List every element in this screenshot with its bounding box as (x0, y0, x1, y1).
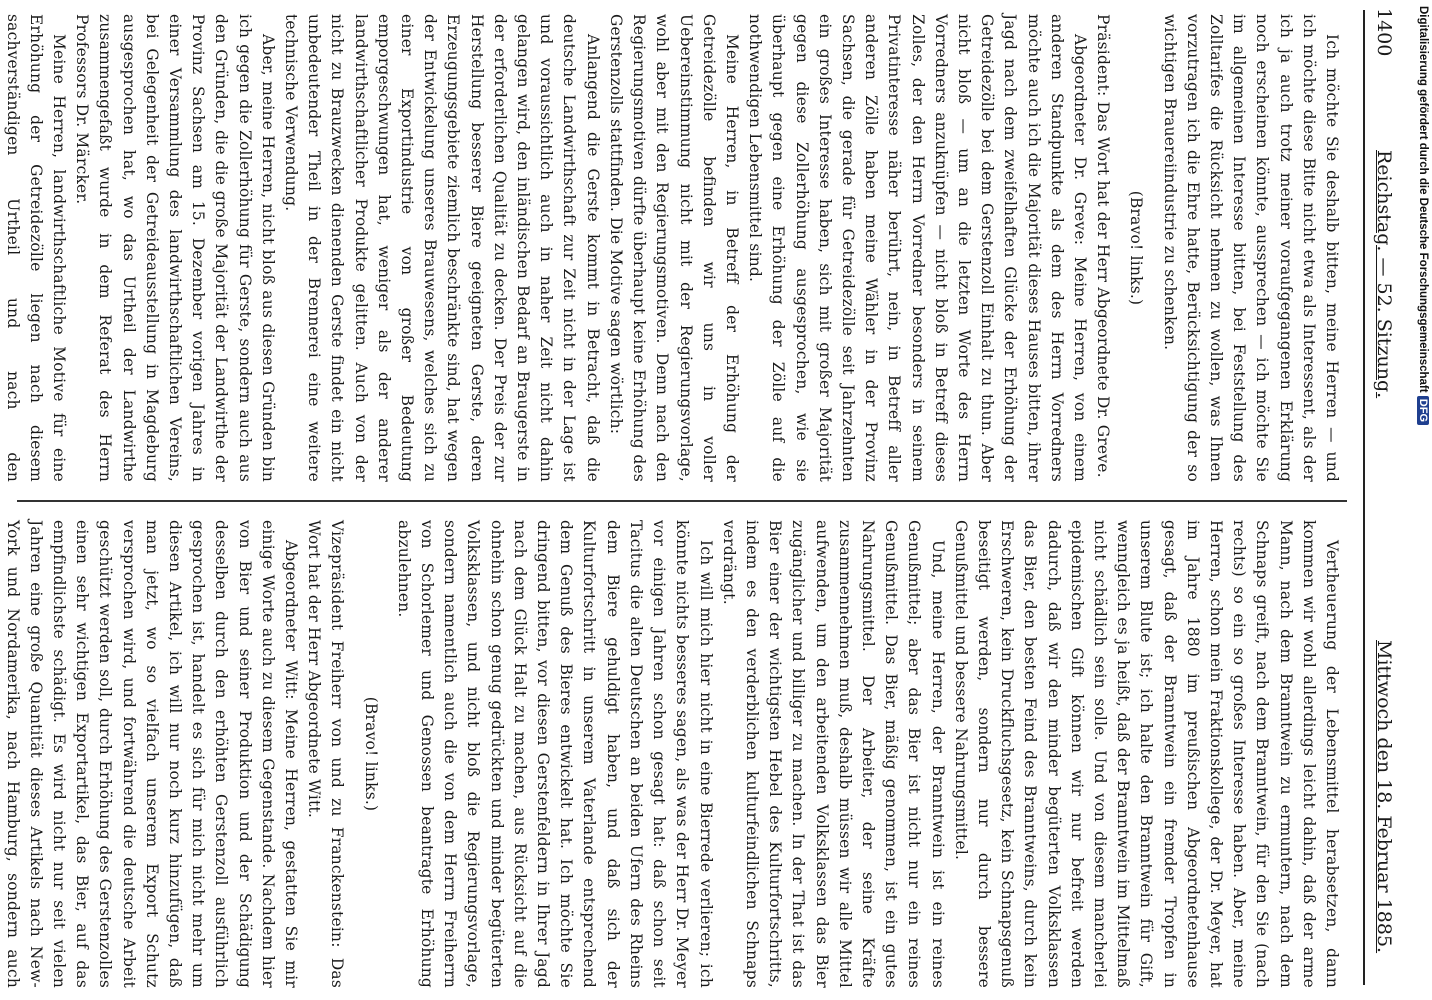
header-rule (1363, 10, 1365, 985)
paragraph: Vizepräsident Freiherr von und zu Franckenstein: Das Wort hat der Herr Abgeordnete Witt. (305, 520, 347, 988)
paragraph: Präsident: Das Wort hat der Herr Abgeordnete Dr. Greve. (1094, 14, 1113, 478)
paragraph: Meine Herren, landwirthschaftliche Motive für eine Erhöhung der Getreidezölle liegen nach diesem sachverständigen Urtheil und nach den (3, 14, 69, 482)
page-number: 1400 (1373, 8, 1395, 57)
paragraph: Und, meine Herren, der Branntwein ist ein reines Genußmittel; aber das Bier ist nicht nur ein reines Genußmittel. Das Bier, mäßig genommen, ist ein gutes Nahrungsmittel. Der Arbeiter, der seine Kräfte zusammennehmen muß, deshalb müssen wir alle Mittel aufwenden, um den arbeitenden Volksklassen das Bier zugänglicher und billiger zu machen. In der That ist das Bier einer der wichtigsten Hebel des Kulturfortschritts, indem es den verderblichen kulturfeindlichen Schnaps verdrängt. (719, 520, 947, 988)
column-divider (17, 500, 1347, 502)
header-date: Mittwoch den 18. Februar 1885. (1373, 640, 1395, 954)
paragraph: Meine Herren, in Betreff der Erhöhung der Getreidezölle befinden wir uns in voller Uebereinstimmung nicht mit der Regierungsvorlage, wohl aber mit den Regierungsmotiven. Denn nach den Regierungsmotiven dürfte überhaupt keine Erhöhung des Gerstenzolls stattfinden. Die Motive sagen wörtlich: (606, 14, 741, 482)
dfg-credit-text: Digitalisierung gefördert durch die Deutsche Forschungsgemeinschaft (1417, 6, 1429, 393)
applause-note: (Bravo! links.) (1127, 190, 1146, 306)
dfg-logo: DFG (1417, 396, 1429, 425)
header-session: Reichstag. — 52. Sitzung. (1373, 150, 1395, 399)
paragraph: Ich möchte Sie deshalb bitten, meine Herren — und ich möchte diese Bitte nicht etwa als Interessent, als der ich ja auch trotz meiner voraufgegangenen Erklärung noch erscheinen könnte, aussprechen — ich möchte Sie im allgemeinen Interesse bitten, bei Feststellung des Zolltarifes die Rücksicht nehmen zu wollen, was Ihnen vorzutragen ich die Ehre hatte, Berücksichtigung der so wichtigen Brauereiindustrie zu schenken. (1160, 14, 1341, 482)
paragraph: Abgeordneter Witt: Meine Herren, gestatten Sie mir einige Worte auch zu diesem Gegenstande. Nachdem hier von Bier und seiner Produktion und der Schädigung desselben durch den erhöhten Gerstenzoll ausführlich gesprochen ist, handelt es sich für mich nicht mehr um diesen Artikel, ich will nur noch kurz hinzufügen, daß man jetzt, wo so vielfach unserem Export Schutz versprochen wird, und fortwährend die deutsche Arbeit geschützt werden soll, durch Erhöhung des Gerstenzolles einen sehr wichtigen Exportartikel, das Bier, auf das empfindlichste schädigt. Es wird nicht nur seit vielen Jahren eine große Quantität dieses Artikels nach New-York und Nordamerika, nach Hamburg, sondern auch (3, 520, 301, 988)
dfg-credit (1413, 6, 1429, 646)
dfg-footer-strip (1411, 0, 1431, 1000)
paragraph: Abgeordneter Dr. Greve: Meine Herren, von einem anderen Standpunkte als dem des Herrn Vorredners möchte auch ich die Majorität dieses Hauses bitten, ihrer Jagd nach dem zweifelhaften Glücke der Erhöhung der Getreidezölle bei dem Gerstenzoll Einhalt zu thun. Aber nicht bloß — um an die letzten Worte des Herrn Vorredners anzuknüpfen — nicht bloß in Betreff dieses Zolles, der den Herrn Vorredner besonders in seinem Privatinteresse näher berührt, nein, in Betreff aller anderen Zölle haben meine Wähler in der Provinz Sachsen, die gerade für Getreidezölle seit Jahrzehnten ein großes Interesse haben, sich mit großer Majorität gegen diese Zollerhöhung ausgesprochen, wie sie überhaupt gegen eine Erhöhung der Zölle auf die nothwendigen Lebensmittel sind. (746, 14, 1089, 482)
paragraph: Vertheuerung der Lebensmittel herabsetzen, dann kommen wir wohl allerdings leicht dahin, daß der arme Mann, nach dem Branntwein zu ermuntern, nach dem Schnaps greift, nach dem Branntwein, für den Sie (nach rechts) so ein so großes Interesse haben. Aber, meine Herren, schon mein Fraktionskollege, der Dr. Meyer, hat im Jahre 1880 im preußischen Abgeordnetenhause gesagt, daß der Branntwein ein fremder Tropfen in unserem Blute ist; ich halte den Branntwein für Gift, wenngleich es ja heißt, daß der Branntwein im Mittelmaß nicht schädlich sein solle. Und von diesem mancherlei epidemischen Gift können wir nur befreit werden dadurch, daß wir den minder begüterten Volksklassen das Bier, den besten Feind des Branntweins, durch kein Erschweren, kein Druckfluchsgesetz, kein Schnapsgenuß beseitigt werden, sondern nur durch bessere Genußmittel und bessere Nahrungsmittel. (951, 520, 1341, 988)
right-column (3, 520, 1343, 988)
paragraph: Ich will mich hier nicht in eine Bierrede verlieren; ich könnte nichts besseres sagen, als was der Herr Dr. Meyer vor einigen Jahren schon gesagt hat: daß schon seit Tacitus die alten Deutschen an beiden Ufern des Rheins dem Biere gehuldigt haben, und daß sich der Kulturfortschritt in unserem Vaterlande entsprechend dem Genuß des Bieres entwickelt hat. Ich möchte Sie dringend bitten, vor diesen Gerstenfeldern in Ihrer Jagd nach dem Glück Halt zu machen, aus Rücksicht auf die ohnehin schon genug gedrückten und minder begüterten Volksklassen, und nicht bloß die Regierungsvorlage, sondern namentlich auch die von dem Herrn Freiherrn von Schorlemer und Genossen beantragte Erhöhung abzulehnen. (394, 520, 715, 988)
applause-note: (Bravo! links.) (361, 696, 380, 812)
left-column (3, 14, 1343, 482)
paragraph: Aber, meine Herren, nicht bloß aus diesen Gründen bin ich gegen die Zollerhöhung für Gerste, sondern auch aus den Gründen, die die große Majorität der Landwirthe der Provinz Sachsen am 15. Dezember vorigen Jahres in einer Versammlung des landwirthschaftlichen Vereins, bei Gelegenheit der Getreideausstellung in Magdeburg ausgesprochen hat, wo das Urtheil der Landwirthe zusammengefaßt wurde in dem Referat des Herrn Professors Dr. Märcker. (73, 14, 277, 482)
paragraph: Anlangend die Gerste kommt in Betracht, daß die deutsche Landwirthschaft zur Zeit nicht in der Lage ist und voraussichtlich auch in naher Zeit nicht dahin gelangen wird, den inländischen Bedarf an Braugerste in der erforderlichen Qualität zu decken. Der Preis der zur Herstellung besserer Biere geeigneten Gerste, deren Erzeugungsgebiete ziemlich beschränkte sind, hat wegen der Entwickelung unseres Brauwesens, welches sich zu einer Exportindustrie von großer Bedeutung emporgeschwungen hat, weniger als der anderer landwirthschaftlicher Produkte gelitten. Auch von der nicht zu Brauzwecken dienenden Gerste findet ein nicht unbedeutender Theil in der Brennerei eine weitere technische Verwendung. (282, 14, 602, 482)
